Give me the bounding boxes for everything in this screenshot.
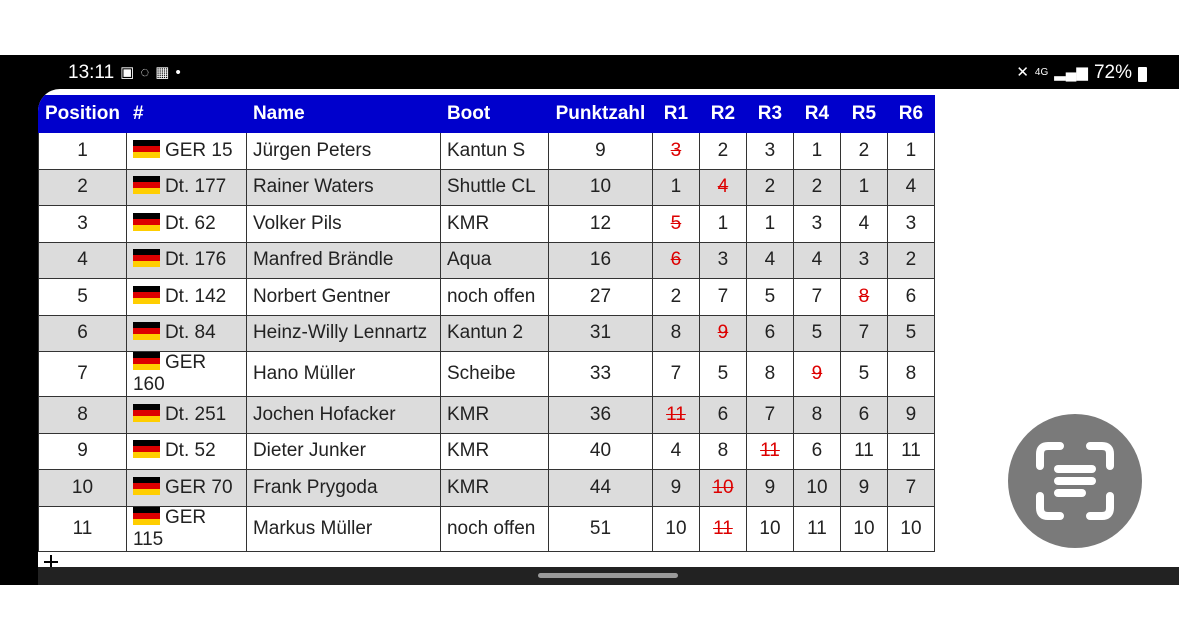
cell-r5 [840,470,887,507]
race-result: 6 [858,403,870,425]
cell-r4 [793,470,840,507]
home-gesture-handle[interactable] [538,573,678,578]
plus-icon [44,555,58,567]
cell-name: Dieter Junker [246,433,440,470]
mute-icon: ✕ [1016,64,1029,81]
cell-r4 [793,352,840,397]
race-result: 9 [905,403,917,425]
race-result: 10 [759,517,781,539]
cell-r5 [840,242,887,279]
cell-name: Markus Müller [246,506,440,551]
header-name: Name [246,96,440,133]
cell-sail-number [126,206,246,243]
cell-position: 5 [39,279,127,316]
cell-r1 [652,433,699,470]
cell-r1 [652,397,699,434]
discarded-result: 5 [670,212,682,234]
calendar-icon: ▦ [155,64,170,81]
sail-number-text: GER 115 [132,506,207,550]
race-result: 8 [905,363,917,384]
cell-name: Manfred Brändle [246,242,440,279]
cell-r3 [746,315,793,352]
cell-r5 [840,315,887,352]
race-result: 1 [905,139,917,161]
cell-r5 [840,206,887,243]
cell-r2 [699,470,746,507]
race-result: 7 [764,403,776,425]
cell-points: 33 [548,352,652,397]
cell-r2 [699,242,746,279]
race-result: 1 [811,139,823,161]
race-result: 1 [858,176,870,198]
race-result: 9 [858,476,870,498]
cell-r1 [652,242,699,279]
cell-r2 [699,206,746,243]
cell-name: Rainer Waters [246,169,440,206]
discarded-result: 6 [670,249,682,271]
cell-name: Heinz-Willy Lennartz [246,315,440,352]
cell-r5 [840,133,887,170]
cell-boat: KMR [440,433,548,470]
cell-name: Frank Prygoda [246,470,440,507]
race-result: 4 [811,249,823,271]
cell-sail-number [126,315,246,352]
table-row [39,279,935,316]
cell-points: 9 [548,133,652,170]
germany-flag-icon [133,176,160,194]
race-result: 11 [854,440,874,462]
sail-number-text: Dt. 62 [164,212,216,234]
cell-boat: Scheibe [440,352,548,397]
sail-number-text: GER 15 [164,139,233,161]
cell-boat: Kantun S [440,133,548,170]
race-result: 4 [764,249,776,271]
cell-boat: KMR [440,470,548,507]
cell-position: 10 [39,470,127,507]
germany-flag-icon [133,213,160,231]
cell-r1 [652,506,699,551]
cell-r2 [699,133,746,170]
cell-points: 12 [548,206,652,243]
cell-sail-number [126,169,246,206]
cell-r1 [652,206,699,243]
cell-boat: Shuttle CL [440,169,548,206]
discarded-result: 10 [712,476,734,498]
race-result: 7 [858,322,870,344]
cell-r6 [887,397,934,434]
discarded-result: 8 [858,285,870,307]
race-result: 1 [717,212,729,234]
header-r3: R3 [746,96,793,133]
cell-r3 [746,397,793,434]
cell-r1 [652,279,699,316]
cell-r5 [840,279,887,316]
table-row [39,169,935,206]
race-result: 2 [858,139,870,161]
cell-r6 [887,169,934,206]
race-result: 8 [764,363,776,384]
cell-name: Jürgen Peters [246,133,440,170]
cell-points: 51 [548,506,652,551]
cell-position: 2 [39,169,127,206]
cell-name: Norbert Gentner [246,279,440,316]
race-result: 10 [900,517,922,539]
discarded-result: 9 [811,363,823,384]
dot-icon: • [175,64,181,81]
sail-number-text: Dt. 251 [164,403,227,425]
cell-r2 [699,279,746,316]
cell-r3 [746,352,793,397]
race-result: 6 [764,322,776,344]
calendar-badge-icon: ▣ [120,64,135,81]
header-position: Position [39,96,127,133]
text-scan-icon [1008,414,1142,548]
cell-r4 [793,279,840,316]
cell-r6 [887,506,934,551]
cell-sail-number [126,506,246,551]
cell-position: 4 [39,242,127,279]
discarded-result: 3 [670,139,682,161]
cell-points: 40 [548,433,652,470]
cell-r2 [699,506,746,551]
table-row [39,315,935,352]
cell-r1 [652,470,699,507]
cell-points: 16 [548,242,652,279]
race-result: 8 [717,440,729,462]
race-result: 10 [853,517,875,539]
header-r4: R4 [793,96,840,133]
race-result: 6 [905,285,917,307]
cell-points: 44 [548,470,652,507]
race-result: 8 [811,403,823,425]
germany-flag-icon [133,477,160,495]
cell-r4 [793,433,840,470]
cell-sail-number [126,352,246,397]
sail-number-text: Dt. 177 [164,176,227,198]
race-result: 5 [717,363,729,384]
cell-sail-number [126,242,246,279]
cell-r3 [746,133,793,170]
header-sail-number: # [126,96,246,133]
cell-boat: noch offen [440,279,548,316]
race-result: 4 [858,212,870,234]
4g-icon: 4G [1034,67,1049,78]
sail-number-text: Dt. 142 [164,285,227,307]
table-row [39,133,935,170]
cell-position: 9 [39,433,127,470]
cell-r3 [746,470,793,507]
germany-flag-icon [133,352,160,370]
header-r5: R5 [840,96,887,133]
race-result: 2 [905,249,917,271]
sail-number-text: GER 160 [132,352,207,395]
race-result: 6 [811,440,823,462]
germany-flag-icon [133,286,160,304]
cell-r6 [887,133,934,170]
cell-name: Jochen Hofacker [246,397,440,434]
cell-r1 [652,315,699,352]
race-result: 3 [764,139,776,161]
cell-boat: Aqua [440,242,548,279]
table-row [39,352,935,397]
cell-boat: KMR [440,206,548,243]
table-row [39,506,935,551]
race-result: 1 [764,212,776,234]
race-result: 5 [811,322,823,344]
cell-r4 [793,397,840,434]
cell-boat: noch offen [440,506,548,551]
race-result: 2 [717,139,729,161]
header-r1: R1 [652,96,699,133]
table-row [39,206,935,243]
race-result: 4 [905,176,917,198]
status-bar [0,55,1179,89]
race-result: 11 [901,440,921,462]
cell-r5 [840,433,887,470]
results-table [38,95,935,552]
race-result: 2 [811,176,823,198]
discarded-result: 11 [713,517,733,539]
race-result: 6 [717,403,729,425]
race-result: 7 [905,476,917,498]
battery-icon [1138,67,1147,82]
cell-r6 [887,433,934,470]
header-r6: R6 [887,96,934,133]
cell-r3 [746,242,793,279]
cell-r1 [652,169,699,206]
race-result: 7 [811,285,823,307]
cell-points: 27 [548,279,652,316]
cell-sail-number [126,397,246,434]
cell-sail-number [126,470,246,507]
germany-flag-icon [133,404,160,422]
germany-flag-icon [133,249,160,267]
cell-sail-number [126,433,246,470]
cell-name: Volker Pils [246,206,440,243]
race-result: 2 [670,285,682,307]
text-scan-button[interactable] [1008,414,1142,548]
cell-position: 7 [39,352,127,397]
cell-boat: KMR [440,397,548,434]
discarded-result: 4 [717,176,729,198]
cell-r1 [652,352,699,397]
race-result: 7 [670,363,682,384]
signal-icon: ▂▄▆ [1054,64,1088,81]
sail-number-text: Dt. 52 [164,440,216,462]
cell-r4 [793,242,840,279]
race-result: 2 [764,176,776,198]
sail-number-text: Dt. 176 [164,249,227,271]
cell-r2 [699,169,746,206]
cell-r6 [887,206,934,243]
race-result: 11 [807,517,827,539]
race-result: 3 [811,212,823,234]
race-result: 9 [764,476,776,498]
cell-r6 [887,242,934,279]
cell-r6 [887,315,934,352]
race-result: 9 [670,476,682,498]
cell-sail-number [126,279,246,316]
cell-r6 [887,470,934,507]
cell-r4 [793,315,840,352]
table-row [39,433,935,470]
header-points: Punktzahl [548,96,652,133]
table-row [39,470,935,507]
race-result: 5 [905,322,917,344]
cell-r3 [746,433,793,470]
cell-r2 [699,397,746,434]
cell-position: 6 [39,315,127,352]
germany-flag-icon [133,507,160,525]
race-result: 10 [665,517,687,539]
cell-r6 [887,352,934,397]
cell-r5 [840,352,887,397]
table-header-row [39,96,935,133]
cell-r4 [793,169,840,206]
cell-r4 [793,206,840,243]
cell-r5 [840,506,887,551]
header-r2: R2 [699,96,746,133]
cell-r5 [840,169,887,206]
battery-percent: 72% [1093,62,1132,83]
race-result: 3 [717,249,729,271]
cell-r4 [793,506,840,551]
cell-points: 10 [548,169,652,206]
cell-r1 [652,133,699,170]
cell-points: 36 [548,397,652,434]
phone-frame [0,55,1179,585]
race-result: 10 [806,476,828,498]
cell-r3 [746,279,793,316]
cell-points: 31 [548,315,652,352]
cell-r4 [793,133,840,170]
race-result: 3 [905,212,917,234]
race-result: 5 [764,285,776,307]
race-result: 8 [670,322,682,344]
race-result: 7 [717,285,729,307]
cell-position: 11 [39,506,127,551]
race-result: 4 [670,440,682,462]
status-time: 13:11 [68,62,115,83]
cell-r3 [746,206,793,243]
cell-position: 1 [39,133,127,170]
discarded-result: 11 [666,403,686,425]
race-result: 5 [858,363,870,384]
cell-boat: Kantun 2 [440,315,548,352]
header-boat: Boot [440,96,548,133]
cell-r2 [699,315,746,352]
cell-position: 8 [39,397,127,434]
germany-flag-icon [133,440,160,458]
discarded-result: 9 [717,322,729,344]
table-row [39,242,935,279]
race-result: 3 [858,249,870,271]
sail-number-text: GER 70 [164,476,233,498]
sail-number-text: Dt. 84 [164,322,216,344]
cell-r2 [699,433,746,470]
cell-r5 [840,397,887,434]
germany-flag-icon [133,322,160,340]
cell-r3 [746,169,793,206]
cell-sail-number [126,133,246,170]
germany-flag-icon [133,140,160,158]
table-row [39,397,935,434]
cell-name: Hano Müller [246,352,440,397]
race-result: 1 [670,176,682,198]
cell-r6 [887,279,934,316]
cell-r2 [699,352,746,397]
discarded-result: 11 [760,440,780,462]
cell-r3 [746,506,793,551]
whatsapp-icon: ◌ [140,64,150,81]
cell-position: 3 [39,206,127,243]
